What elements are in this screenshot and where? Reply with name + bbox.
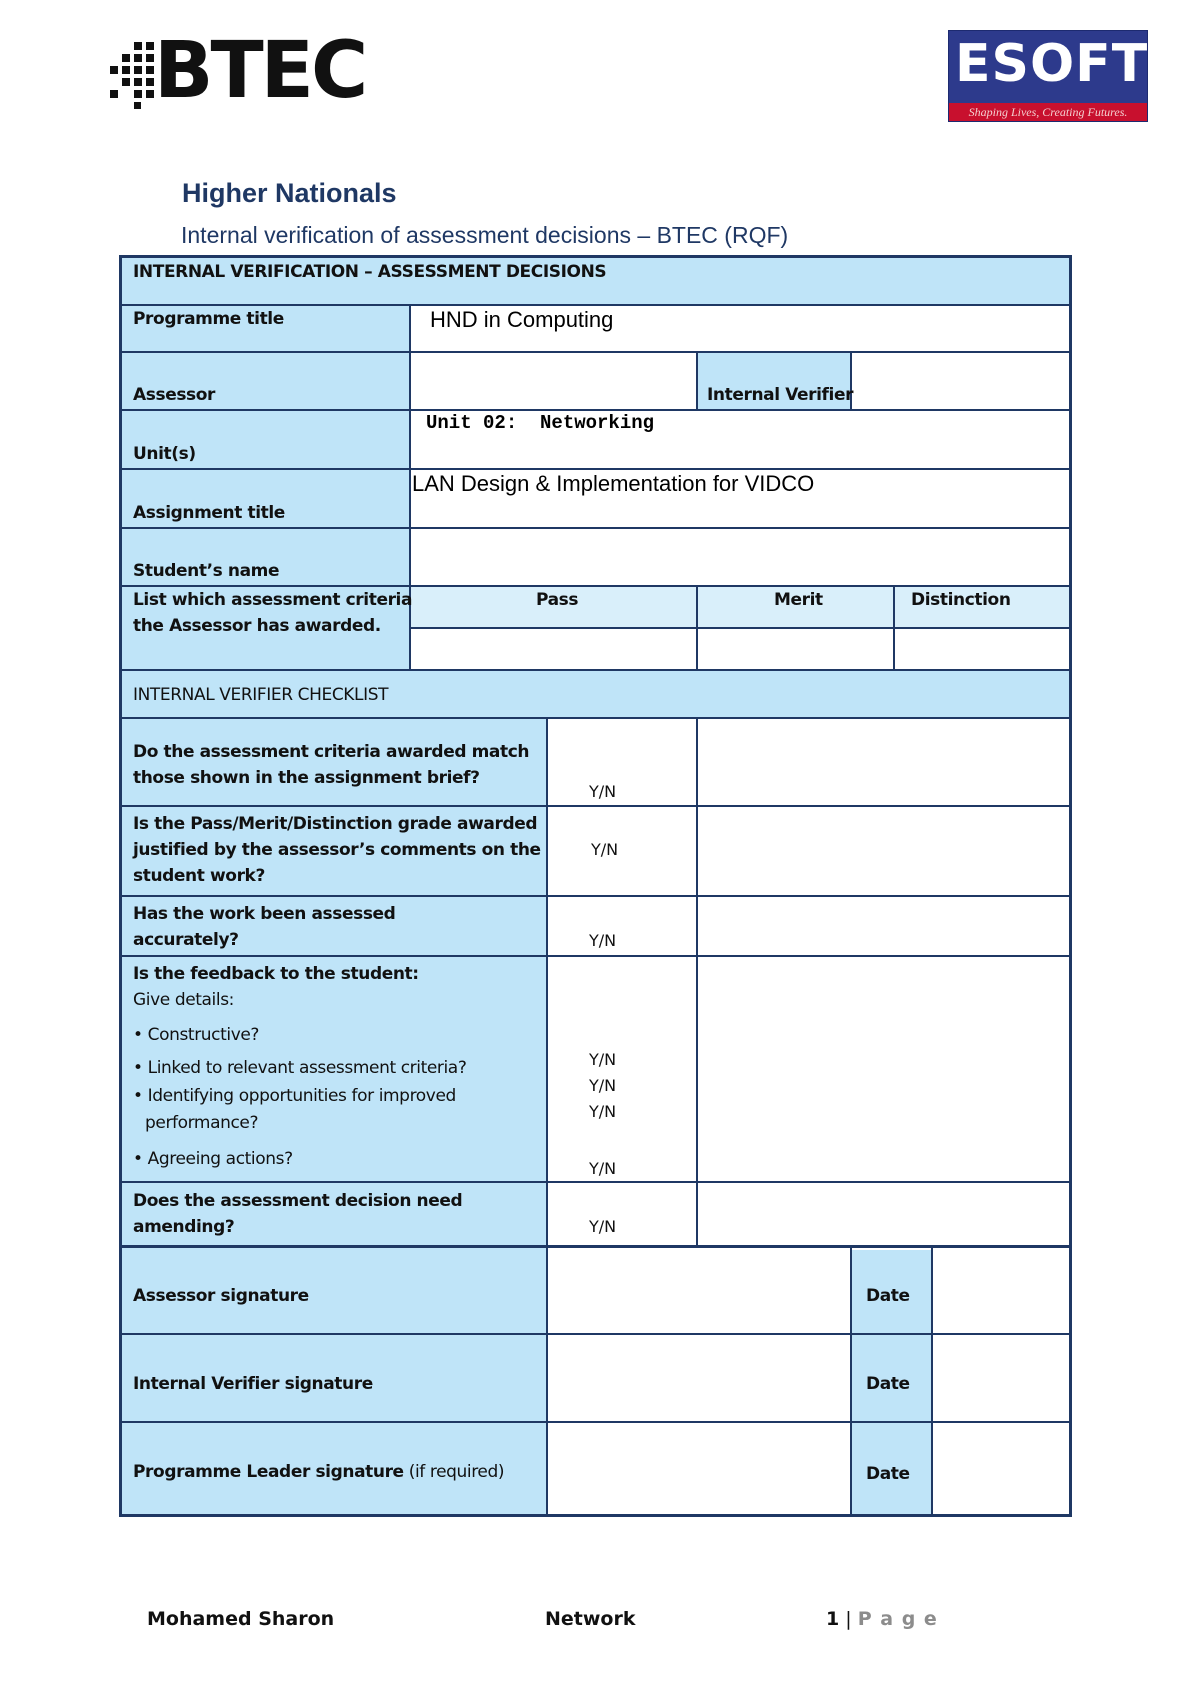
merit-field[interactable]	[699, 630, 892, 668]
esoft-tagline: Shaping Lives, Creating Futures.	[949, 103, 1147, 121]
unit-value[interactable]: Unit 02: Networking	[426, 412, 655, 434]
internal-verifier-field[interactable]	[853, 354, 1068, 408]
q3-line1: Has the work been assessed	[133, 904, 396, 924]
checklist-header: INTERNAL VERIFIER CHECKLIST	[133, 685, 389, 705]
q5-yn[interactable]: Y/N	[589, 1217, 617, 1236]
esoft-wordmark: ESOFT	[955, 34, 1149, 94]
programme-title-value[interactable]: HND in Computing	[430, 307, 614, 332]
q4-yn-4[interactable]: Y/N	[589, 1159, 617, 1178]
btec-logo	[108, 26, 366, 116]
assessor-date-label: Date	[866, 1286, 910, 1306]
internal-verifier-label: Internal Verifier	[707, 385, 854, 405]
internal-verifier-signature-label: Internal Verifier signature	[133, 1374, 373, 1394]
programme-leader-date-label: Date	[866, 1464, 910, 1484]
programme-leader-signature-label	[133, 1462, 504, 1482]
q5-line2: amending?	[133, 1217, 235, 1237]
programme-leader-signature-field[interactable]	[549, 1424, 849, 1513]
pass-field[interactable]	[412, 630, 695, 668]
btec-dots-icon	[108, 40, 158, 110]
assessor-field[interactable]	[412, 354, 695, 408]
q1-comment-field[interactable]	[699, 720, 1068, 804]
criteria-label-line1: List which assessment criteria	[133, 590, 413, 610]
internal-verifier-signature-field[interactable]	[549, 1336, 849, 1420]
q4-details: Give details:	[133, 990, 234, 1010]
page-separator: |	[839, 1608, 858, 1630]
q2-yn[interactable]: Y/N	[591, 840, 619, 859]
esoft-logo	[948, 30, 1148, 122]
distinction-header: Distinction	[911, 590, 1011, 610]
q2-line3: student work?	[133, 866, 265, 886]
q4-yn-1[interactable]: Y/N	[589, 1050, 617, 1069]
section-header: INTERNAL VERIFICATION – ASSESSMENT DECISIONS	[133, 262, 607, 282]
assignment-title-value[interactable]: LAN Design & Implementation for VIDCO	[412, 471, 815, 496]
q2-line1: Is the Pass/Merit/Distinction grade awarded	[133, 814, 538, 834]
pass-header: Pass	[536, 590, 579, 610]
footer-page-number	[826, 1608, 938, 1630]
internal-verifier-date-field[interactable]	[934, 1336, 1068, 1420]
programme-leader-date-field[interactable]	[934, 1424, 1068, 1513]
programme-title-label: Programme title	[133, 309, 284, 329]
q4-yn-2[interactable]: Y/N	[589, 1076, 617, 1095]
q1-line2: those shown in the assignment brief?	[133, 768, 480, 788]
footer-author: Mohamed Sharon	[147, 1608, 335, 1630]
page-number: 1	[826, 1608, 840, 1630]
q5-line1: Does the assessment decision need	[133, 1191, 463, 1211]
q3-yn[interactable]: Y/N	[589, 931, 617, 950]
q2-comment-field[interactable]	[699, 808, 1068, 894]
page-title: Higher Nationals	[182, 178, 397, 208]
page-word: P a g e	[857, 1608, 938, 1630]
assignment-title-label: Assignment title	[133, 503, 285, 523]
programme-leader-signature-text: Programme Leader signature	[133, 1462, 404, 1482]
q4-bullet-identifying: • Identifying opportunities for improved	[133, 1086, 456, 1106]
distinction-field[interactable]	[896, 630, 1068, 668]
programme-leader-optional-note: (if required)	[403, 1462, 505, 1482]
footer-subject: Network	[545, 1608, 636, 1630]
assessor-signature-label: Assessor signature	[133, 1286, 309, 1306]
student-name-field[interactable]	[412, 530, 1068, 584]
q1-line1: Do the assessment criteria awarded match	[133, 742, 530, 762]
q4-bullet-identifying-cont: performance?	[145, 1113, 259, 1133]
q4-bullet-agreeing: • Agreeing actions?	[133, 1149, 293, 1169]
assessor-date-field[interactable]	[934, 1249, 1068, 1332]
q3-comment-field[interactable]	[699, 898, 1068, 954]
q4-yn-3[interactable]: Y/N	[589, 1102, 617, 1121]
q5-comment-field[interactable]	[699, 1184, 1068, 1244]
internal-verifier-date-label: Date	[866, 1374, 910, 1394]
btec-wordmark: BTEC	[154, 26, 366, 116]
q1-yn[interactable]: Y/N	[589, 782, 617, 801]
merit-header: Merit	[774, 590, 823, 610]
q4-bullet-constructive: • Constructive?	[133, 1025, 260, 1045]
assessor-label: Assessor	[133, 385, 216, 405]
q4-line1: Is the feedback to the student:	[133, 964, 419, 984]
criteria-label-line2: the Assessor has awarded.	[133, 616, 381, 636]
assessor-signature-field[interactable]	[549, 1249, 849, 1332]
q2-line2: justified by the assessor’s comments on the	[133, 840, 541, 860]
student-name-label: Student’s name	[133, 561, 280, 581]
q3-line2: accurately?	[133, 930, 239, 950]
unit-label: Unit(s)	[133, 444, 196, 464]
q4-bullet-linked: • Linked to relevant assessment criteria?	[133, 1058, 467, 1078]
q4-comment-field[interactable]	[699, 958, 1068, 1180]
page-subtitle: Internal verification of assessment decisions – BTEC (RQF)	[181, 222, 789, 248]
